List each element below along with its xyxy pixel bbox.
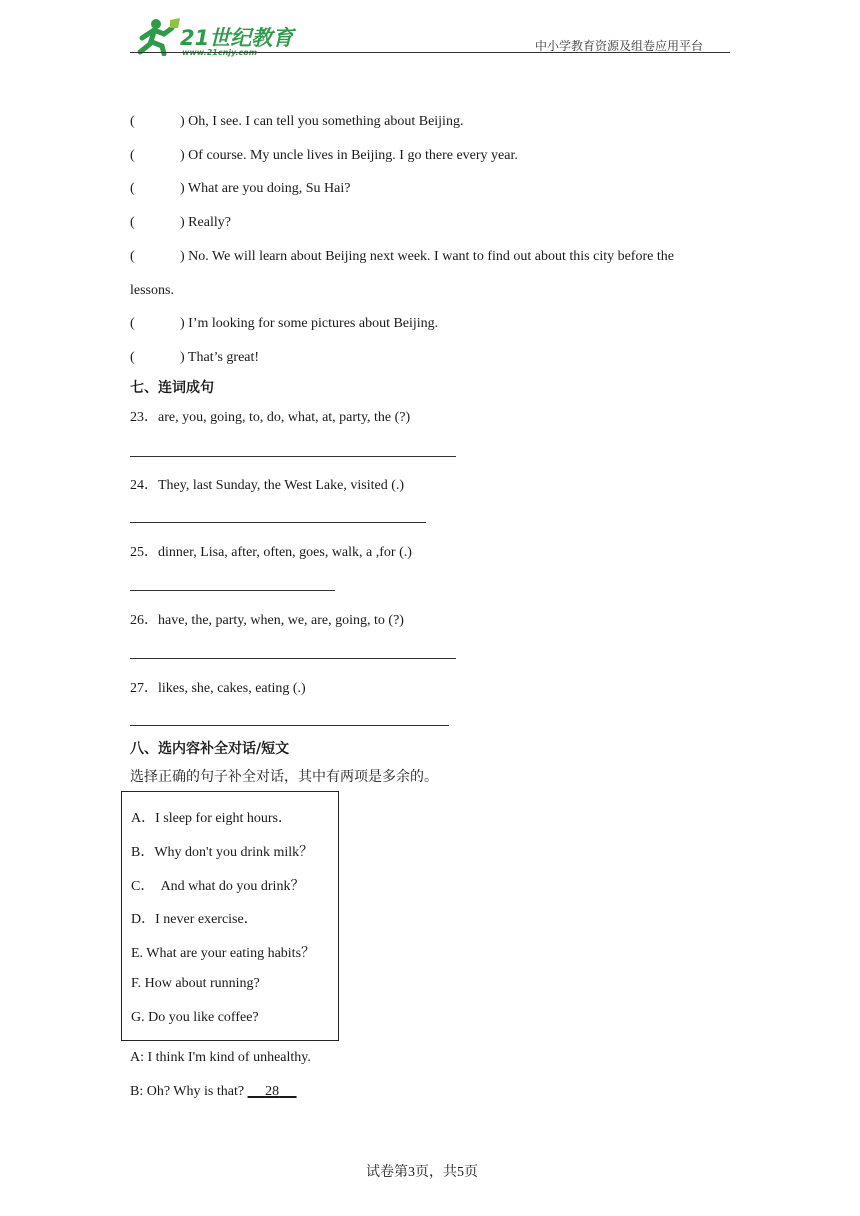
question-26: 26．have, the, party, when, we, are, going, to (?) <box>130 613 404 628</box>
ordering-item <box>130 181 350 197</box>
question-25: 25．dinner, Lisa, after, often, goes, walk, a ,for (.) <box>130 545 412 560</box>
paren-open: ( <box>130 114 135 129</box>
paren-close: ) <box>180 350 185 365</box>
options-box <box>121 791 339 1041</box>
logo-url: www.21cnjy.com <box>182 48 258 57</box>
option-b: B．Why don't you drink milk？ <box>131 845 314 860</box>
dialog-line-b <box>130 1084 297 1100</box>
item-text: That’s great! <box>187 350 260 365</box>
answer-line-24[interactable] <box>130 522 426 523</box>
answer-line-25[interactable] <box>130 590 335 591</box>
paren-close: ) <box>180 249 185 264</box>
paren-close: ) <box>180 316 185 331</box>
paren-open: ( <box>130 181 135 196</box>
paren-close: ) <box>180 114 185 129</box>
ordering-item <box>130 249 674 265</box>
paren-close: ) <box>180 215 185 230</box>
blank-number: 28 <box>265 1084 280 1099</box>
answer-blank-28[interactable] <box>248 1084 297 1099</box>
page-number: 试卷第3页，共5页 <box>366 1165 478 1180</box>
ordering-item <box>130 215 231 231</box>
paren-open: ( <box>130 350 135 365</box>
option-a: A．I sleep for eight hours． <box>131 811 292 826</box>
answer-line-26[interactable] <box>130 658 456 659</box>
question-27: 27．likes, she, cakes, eating (.) <box>130 681 306 696</box>
dialog-line-a: A: I think I'm kind of unhealthy. <box>130 1050 311 1065</box>
paren-close: ) <box>180 181 185 196</box>
dialog-text: B: Oh? Why is that? <box>130 1084 245 1099</box>
paren-open: ( <box>130 249 135 264</box>
paren-close: ) <box>180 148 185 163</box>
item-text: No. We will learn about Beijing next week. I want to find out about this city before the <box>188 249 674 264</box>
option-e: E. What are your eating habits？ <box>131 946 316 961</box>
section-7-heading: 七、连词成句 <box>130 380 214 396</box>
item-text: I’m looking for some pictures about Beijing. <box>188 316 439 331</box>
ordering-continuation: lessons. <box>130 283 174 298</box>
option-c: C． And what do you drink？ <box>131 879 305 894</box>
ordering-item <box>130 114 463 130</box>
header-rule <box>130 52 730 53</box>
ordering-item <box>130 148 518 164</box>
question-24: 24．They, last Sunday, the West Lake, visited (.) <box>130 478 405 493</box>
runner-logo-icon <box>134 16 182 56</box>
answer-line-27[interactable] <box>130 725 449 726</box>
question-23: 23．are, you, going, to, do, what, at, party, the (?) <box>130 410 411 425</box>
paren-open: ( <box>130 316 135 331</box>
option-d: D．I never exercise． <box>131 912 258 927</box>
ordering-item <box>130 316 438 332</box>
section-8-heading: 八、选内容补全对话/短文 <box>130 741 290 757</box>
option-g: G. Do you like coffee? <box>131 1010 259 1025</box>
logo-text: 21世纪教育 <box>180 26 294 50</box>
item-text: Oh, I see. I can tell you something about Beijing. <box>188 114 464 129</box>
answer-line-23[interactable] <box>130 456 456 457</box>
item-text: Really? <box>188 215 231 230</box>
ordering-item <box>130 350 259 366</box>
option-f: F. How about running? <box>131 976 260 991</box>
paren-open: ( <box>130 215 135 230</box>
item-text: What are you doing, Su Hai? <box>187 181 351 196</box>
platform-name: 中小学教育资源及组卷应用平台 <box>535 39 704 53</box>
paren-open: ( <box>130 148 135 163</box>
section-8-instruction: 选择正确的句子补全对话，其中有两项是多余的。 <box>130 769 438 785</box>
item-text: Of course. My uncle lives in Beijing. I go there every year. <box>188 148 518 163</box>
